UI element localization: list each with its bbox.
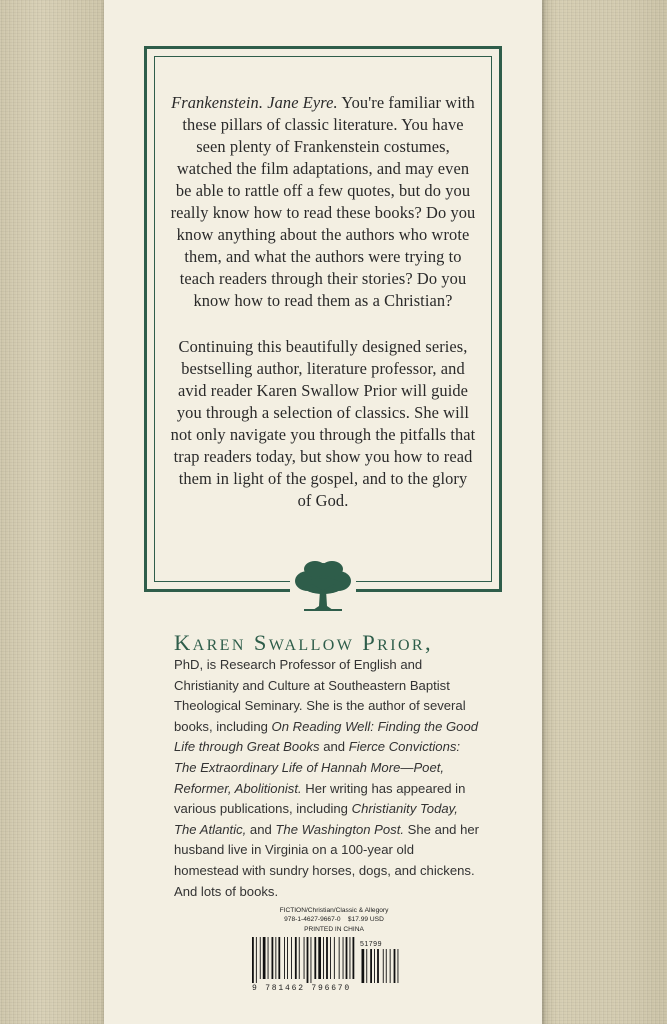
barcode-bar	[268, 937, 269, 979]
barcode-bar	[307, 937, 309, 983]
barcode-bar	[318, 937, 321, 979]
bio-text-2: and	[319, 739, 349, 755]
barcode-bar	[291, 937, 292, 979]
barcode-bar	[323, 937, 324, 979]
bio-publication-2: The Washington Post.	[275, 821, 405, 837]
barcode-bar	[330, 937, 331, 979]
binding-fold-shadow	[542, 0, 548, 1024]
blurb-paragraph-2: Continuing this beautifully designed series, bestselling author, literature professor, and avid reader Karen Swallow Prior will guide you through a selection of classics. She will not only navigate you through the pitfalls that trap readers today, but show you how to read them in light of the gospel, and to the glory of God.	[170, 337, 476, 510]
barcode-bar	[252, 937, 254, 983]
author-name: Karen Swallow Prior,	[174, 630, 434, 655]
barcode-bar	[339, 937, 340, 979]
bio-text-4: and	[246, 821, 276, 837]
barcode-bar	[343, 937, 344, 979]
bio-text-5: She and her husband live in Virginia on a 100-year old homestead with sundry horses, dogs, and chickens. And lots of books.	[174, 821, 479, 899]
barcode-bar	[311, 937, 312, 983]
barcode-addon-bar	[398, 949, 399, 983]
barcode-bar	[314, 937, 316, 979]
barcode-addon-bar	[377, 949, 379, 983]
barcode-addon-bar	[374, 949, 375, 983]
barcode-addon-number: 51799	[360, 941, 382, 948]
barcode-bar	[304, 937, 305, 979]
isbn-price: 978-1-4627-9667-0 $17.99 USD	[284, 916, 384, 924]
barcode-bar	[263, 937, 266, 979]
back-cover-panel	[104, 0, 542, 1024]
barcode-bar	[284, 937, 285, 979]
blurb-title-frankenstein: Frankenstein.	[171, 93, 264, 112]
printed-in: PRINTED IN CHINA	[304, 925, 364, 933]
barcode-addon-bar	[390, 949, 391, 983]
barcode-bar	[334, 937, 335, 979]
right-cloth-binding	[542, 0, 667, 1024]
bio-text-1: PhD, is Research Professor of English and Christianity and Culture at Southeastern Baptist Theological Seminary. She is the author of several books, including	[174, 657, 466, 734]
barcode-addon-bar	[362, 949, 365, 983]
bio-book-title-1: On Reading Well: Finding the Good Life through Great Books	[174, 718, 479, 755]
barcode-bar	[299, 937, 300, 979]
left-cloth-binding	[0, 0, 104, 1024]
barcode-bar	[353, 937, 355, 979]
barcode-addon-bar	[386, 949, 387, 983]
bio-publication-1: Christianity Today, The Atlantic,	[174, 801, 458, 837]
book-blurb	[170, 92, 476, 536]
barcode-bar	[295, 937, 297, 979]
barcode-bar	[350, 937, 351, 979]
book-category: FICTION/Christian/Classic & Allegory	[279, 907, 389, 914]
barcode-bar	[326, 937, 328, 979]
blurb-title-jane-eyre: Jane Eyre.	[267, 93, 338, 112]
barcode-bar	[278, 937, 280, 979]
barcode-addon-bar	[383, 949, 384, 983]
barcode-bar	[260, 937, 261, 979]
barcode-bar	[287, 937, 288, 979]
barcode-addon-bar	[366, 949, 367, 983]
blurb-paragraph-1	[170, 92, 476, 312]
barcode-addon-bar	[394, 949, 396, 983]
barcode-isbn-digits: 9 781462 796670	[252, 984, 352, 993]
barcode-bar	[256, 937, 257, 983]
barcode-addon-bar	[370, 949, 372, 983]
oak-tree-icon	[290, 556, 356, 616]
blurb-paragraph-1-text: You're familiar with these pillars of classic literature. You have seen plenty of Frankenstein costumes, watched the film adaptations, and may even be able to rattle off a few quotes, but do you really know how to read these books? Do you know anything about the authors who wrote them, and what the authors were trying to teach readers through their stories? Do you know how to read them as a Christian?	[170, 93, 476, 310]
barcode-bar	[272, 937, 274, 979]
barcode-bar	[346, 937, 348, 979]
publication-info	[254, 906, 414, 934]
author-bio	[174, 655, 480, 902]
barcode-bar	[275, 937, 276, 979]
bio-book-title-2: Fierce Convictions: The Extraordinary Life of Hannah More—Poet, Reformer, Abolitionist.	[174, 739, 461, 796]
bio-text-3: Her writing has appeared in various publications, including	[174, 780, 466, 817]
